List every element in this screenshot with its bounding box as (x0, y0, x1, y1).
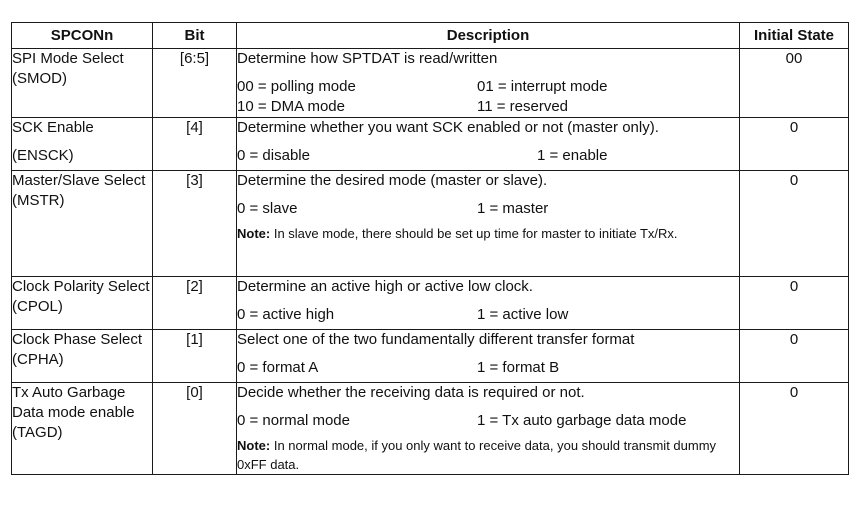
description-text: Determine an active high or active low clock. (237, 278, 533, 295)
option-value: 1 = enable (537, 147, 608, 164)
spconn-register-table (11, 22, 849, 475)
field-description (237, 49, 740, 118)
field-description (237, 171, 740, 277)
bit-range: [0] (153, 383, 237, 475)
initial-state: 0 (740, 383, 849, 475)
option-value: 0 = disable (237, 147, 310, 164)
option-grid (237, 199, 739, 219)
field-name: SPI Mode Select (SMOD) (12, 49, 153, 118)
bit-range: [3] (153, 171, 237, 277)
header-spconn: SPCONn (12, 23, 153, 49)
initial-state: 0 (740, 277, 849, 330)
header-bit: Bit (153, 23, 237, 49)
description-text: Determine whether you want SCK enabled or not (master only). (237, 119, 659, 136)
option-value: 0 = format A (237, 359, 319, 376)
note-text (237, 436, 739, 474)
field-name-line: SCK Enable (12, 119, 94, 136)
description-text: Decide whether the receiving data is required or not. (237, 384, 585, 401)
field-description (237, 118, 740, 171)
note-label: Note: (237, 226, 271, 241)
option-value: 11 = reserved (477, 98, 569, 115)
option-value: 1 = active low (477, 306, 569, 323)
bit-range: [6:5] (153, 49, 237, 118)
initial-state: 0 (740, 171, 849, 277)
option-grid (237, 146, 739, 166)
field-name: Clock Polarity Select (CPOL) (12, 277, 153, 330)
note-label: Note: (237, 438, 271, 453)
note-body: In normal mode, if you only want to receive data, you should transmit dummy 0xFF data. (237, 438, 717, 472)
header-initial-state: Initial State (740, 23, 849, 49)
field-name (12, 118, 153, 171)
field-name: Clock Phase Select (CPHA) (12, 330, 153, 383)
option-value: 1 = Tx auto garbage data mode (477, 412, 687, 429)
note-body: In slave mode, there should be set up time for master to initiate Tx/Rx. (270, 226, 678, 241)
option-value: 01 = interrupt mode (477, 78, 608, 95)
bit-range: [4] (153, 118, 237, 171)
description-text: Determine how SPTDAT is read/written (237, 50, 498, 67)
option-value: 0 = active high (237, 306, 335, 323)
option-value: 0 = slave (237, 200, 298, 217)
bit-range: [1] (153, 330, 237, 383)
table-header-row (12, 23, 849, 49)
initial-state: 0 (740, 330, 849, 383)
field-description (237, 330, 740, 383)
table-row-mstr (12, 171, 849, 277)
option-value: 1 = format B (477, 359, 560, 376)
option-grid (237, 411, 739, 431)
field-description (237, 383, 740, 475)
field-name: Tx Auto Garbage Data mode enable (TAGD) (12, 383, 153, 475)
option-value: 10 = DMA mode (237, 98, 345, 115)
table-row-cpol (12, 277, 849, 330)
table-row-cpha (12, 330, 849, 383)
header-description: Description (237, 23, 740, 49)
description-text: Determine the desired mode (master or slave). (237, 172, 548, 189)
option-value: 0 = normal mode (237, 412, 350, 429)
field-description (237, 277, 740, 330)
initial-state: 0 (740, 118, 849, 171)
option-value: 00 = polling mode (237, 78, 356, 95)
note-text (237, 224, 739, 243)
bit-range: [2] (153, 277, 237, 330)
table-row-tagd (12, 383, 849, 475)
option-grid (237, 305, 739, 325)
option-grid (237, 358, 739, 378)
description-text: Select one of the two fundamentally different transfer format (237, 331, 635, 348)
field-name: Master/Slave Select (MSTR) (12, 171, 153, 277)
table-row-ensck (12, 118, 849, 171)
initial-state: 00 (740, 49, 849, 118)
table-row-smod (12, 49, 849, 118)
field-name-line: (ENSCK) (12, 147, 74, 164)
option-grid (237, 77, 739, 117)
option-value: 1 = master (477, 200, 549, 217)
